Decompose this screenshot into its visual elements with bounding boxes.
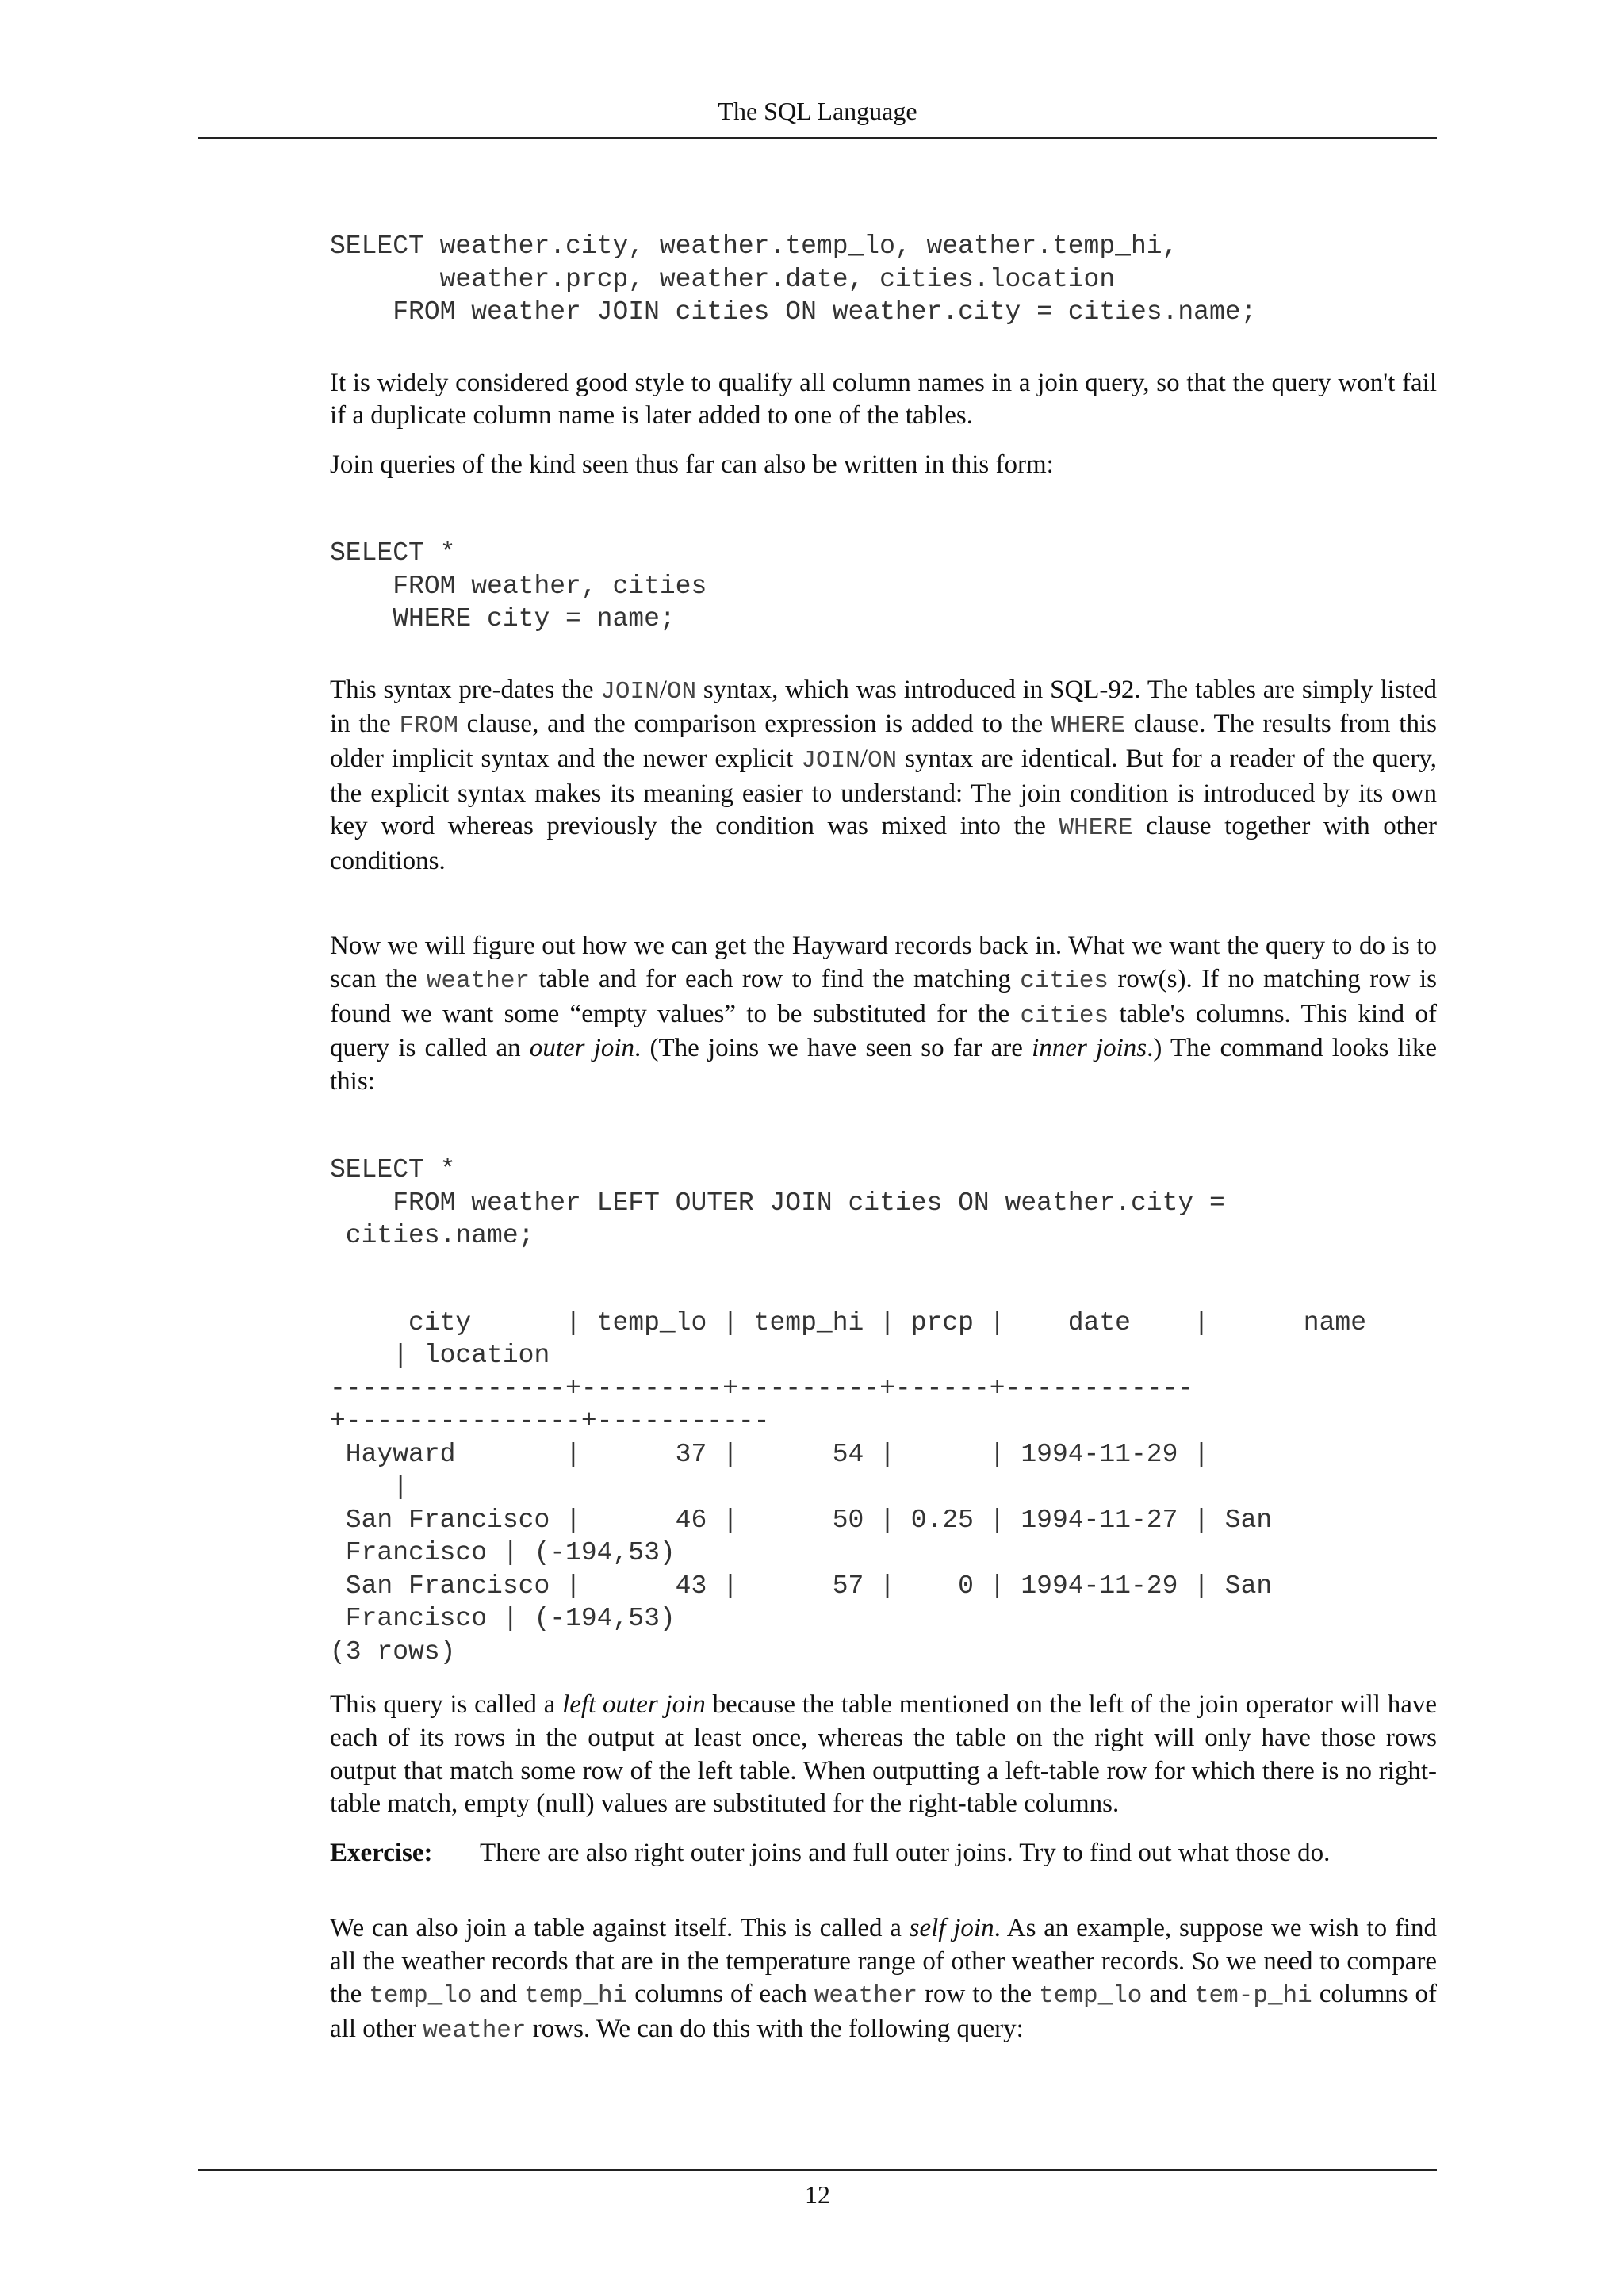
- paragraph-join-form: Join queries of the kind seen thus far can also be written in this form:: [330, 450, 1054, 479]
- page-content: [330, 230, 1437, 2048]
- paragraph-self-join: We can also join a table against itself. This is called a self join. As an example, suppose we wish to find all the weather records that are in the temperature range of other weather records. So we need to compare the temp_lo and temp_hi columns of each weather row to the temp_lo and tem-p_hi columns of all other weather rows. We can do this with the following query:: [330, 1914, 1437, 2045]
- page-number: 12: [805, 2180, 830, 2209]
- footer-rule: [198, 2169, 1437, 2171]
- header-rule: [198, 137, 1437, 139]
- exercise-note: [330, 1837, 1437, 1870]
- paragraph-left-outer-join: This query is called a left outer join because the table mentioned on the left of the join operator will have each of its rows in the output at least once, whereas the table on the right will only have those rows output that match some row of the left table. When outputting a left-table row for which there is no right-table match, empty (null) values are substituted for the right-table columns.: [330, 1690, 1437, 1819]
- paragraph-outer-join-intro: Now we will figure out how we can get the Hayward records back in. What we want the query to do is to scan the weather table and for each row to find the matching cities row(s). If no matching row is found we want some “empty values” to be substituted for the cities table's columns. This kind of query is called an outer join. (The joins we have seen so far are inner joins.) The command looks like this:: [330, 932, 1437, 1096]
- query-result-table: city | temp_lo | temp_hi | prcp | date | name | location ---------------+---------+---------+------+------------ +---------------+----------- Hayward | 37 | 54 | | 1994-11-29 | | San Francisco | 46 | 50 | 0.25 | 1994-11-27 | San Francisco | (-194,53) San Francisco | 43 | 57 | 0 | 1994-11-29 | San Francisco | (-194,53) (3 rows): [330, 1307, 1367, 1667]
- code-block-left-outer-join: SELECT * FROM weather LEFT OUTER JOIN cities ON weather.city = cities.name;: [330, 1155, 1225, 1251]
- code-block-join: SELECT weather.city, weather.temp_lo, weather.temp_hi, weather.prcp, weather.date, cities.location FROM weather JOIN cities ON weather.city = cities.name;: [330, 232, 1257, 327]
- paragraph-qualify-columns: It is widely considered good style to qualify all column names in a join query, so that the query won't fail if a duplicate column name is later added to one of the tables.: [330, 368, 1437, 430]
- code-block-implicit-join: SELECT * FROM weather, cities WHERE city = name;: [330, 538, 707, 634]
- paragraph-syntax-history: This syntax pre-dates the JOIN/ON syntax, which was introduced in SQL-92. The tables are simply listed in the FROM clause, and the comparison expression is added to the WHERE clause. The results from this older implicit syntax and the newer explicit JOIN/ON syntax are identical. But for a reader of the query, the explicit syntax makes its meaning easier to understand: The join condition is introduced by its own key word whereas previously the condition was mixed into the WHERE clause together with other conditions.: [330, 675, 1438, 875]
- page-header: The SQL Language: [718, 97, 917, 125]
- exercise-label: Exercise:: [330, 1838, 433, 1867]
- exercise-text: There are also right outer joins and full outer joins. Try to find out what those do.: [480, 1838, 1331, 1867]
